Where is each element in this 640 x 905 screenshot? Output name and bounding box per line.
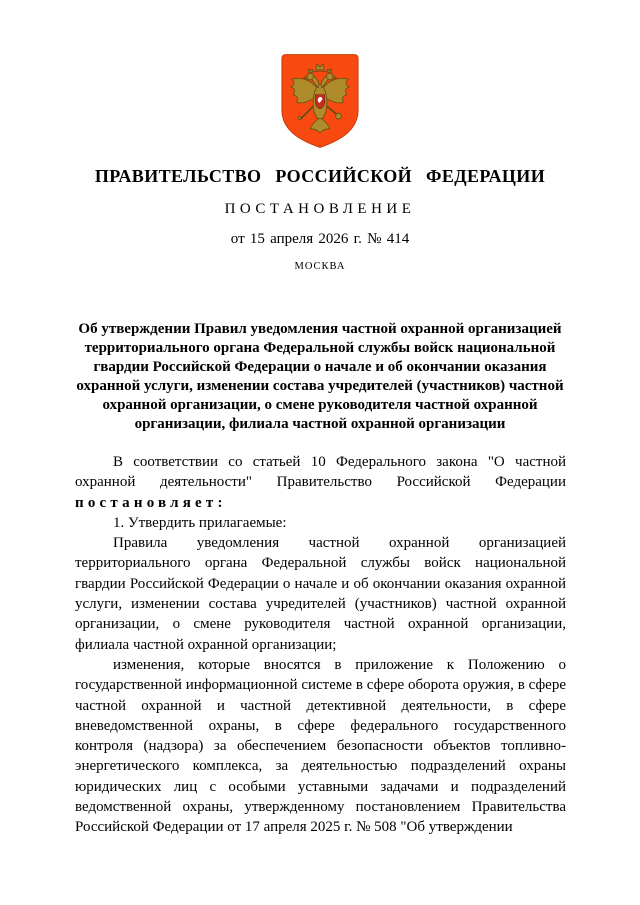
document-city: МОСКВА — [294, 261, 346, 272]
russian-coat-of-arms-icon — [278, 51, 362, 150]
paragraph-item-1: 1. Утвердить прилагаемые: — [113, 514, 287, 531]
government-authority-title: ПРАВИТЕЛЬСТВО РОССИЙСКОЙ ФЕДЕРАЦИИ — [94, 166, 546, 186]
resolve-word: постановляет: — [75, 494, 227, 511]
document-body — [75, 452, 566, 838]
preamble-text: В соответствии со статьей 10 Федерального закона "О частной охранной деятельности" Правительство Российской Федерации — [75, 454, 566, 491]
document-title: Об утверждении Правил уведомления частной охранной организацией территориального органа Федеральной службы войск национальной гвардии Российской Федерации о начале и об окончании оказания охранной услуги, изменении состава учредителей (участников) частной охранной организации, о смене руководителя частной охранной организации, филиала частной охранной организации — [76, 321, 564, 432]
document-date-number: от 15 апреля 2026 г. № 414 — [230, 231, 410, 247]
paragraph-amendments: изменения, которые вносятся в приложение к Положению о государственной информационной системе в сфере оборота оружия, в сфере частной охранной и частной детективной деятельности, в сфере вневедомственной охраны, в сфере федерального государственного контроля (надзора) за обеспечением безопасности объектов топливно-энергетического комплекса, за деятельностью подразделений охраны юридических лиц с особыми уставными задачами и подразделений ведомственной охраны, утвержденному постановлением Правительства Российской Федерации от 17 апреля 2025 г. № 508 "Об утверждении — [75, 656, 566, 836]
paragraph-rules: Правила уведомления частной охранной организацией территориального органа Федеральной службы войск национальной гвардии Российской Федерации о начале и об окончании оказания охранной услуги, изменении состава учредителей (участников) частной охранной организации, о смене руководителя частной охранной организации, филиала частной охранной организации; — [75, 535, 566, 653]
paragraph-preamble — [75, 452, 566, 513]
document-type-heading: ПОСТАНОВЛЕНИЕ — [224, 201, 416, 217]
